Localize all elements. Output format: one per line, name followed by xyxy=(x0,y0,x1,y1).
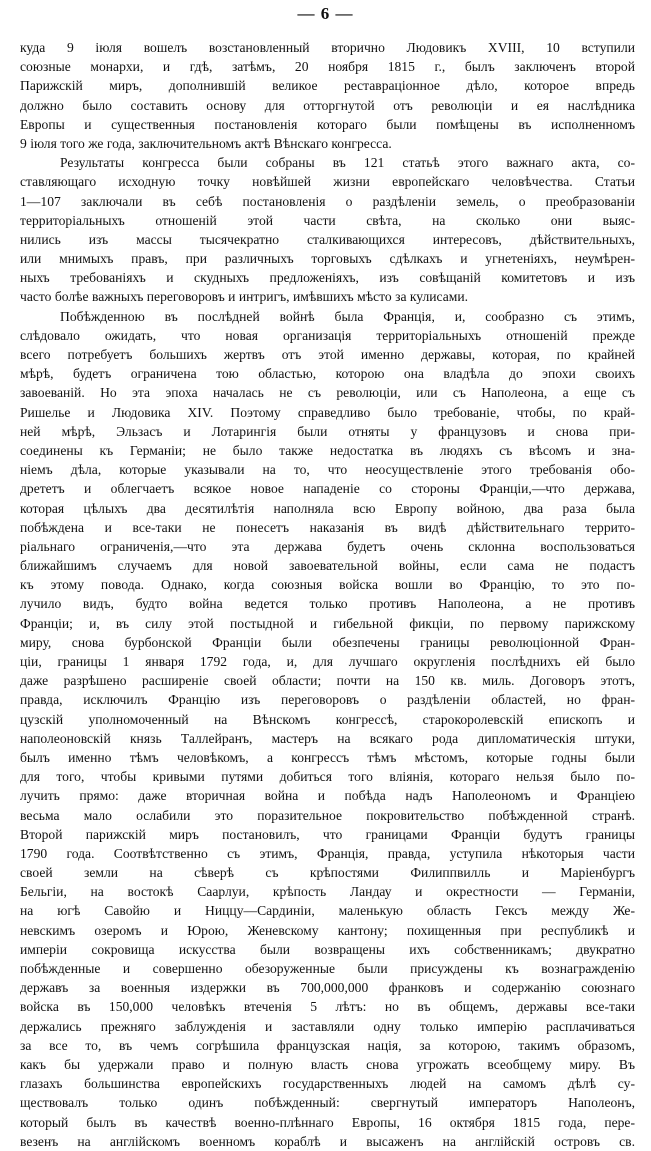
text-line: Франціи; и, въ силу этой постыдной и гибельной фикціи, по первому парижскому xyxy=(20,615,635,631)
text-line: ріальнаго ограниченія,—что эта держава будетъ очень склонна воспользоваться xyxy=(20,538,635,554)
text-line: везенъ на англійскомъ военномъ кораблѣ и высаженъ на англійскій островъ св. xyxy=(20,1133,635,1149)
text-line: мѣрѣ, будетъ ограничена тою областью, которою она владѣла до эпохи своихъ xyxy=(20,366,635,382)
body-text xyxy=(20,38,635,1151)
text-line: который былъ въ качествѣ военно-плѣннаго Европы, 16 октября 1815 года, перe- xyxy=(20,1114,635,1130)
text-line: всего потребуетъ большихъ жертвъ отъ этой именно державы, которая, по крайней xyxy=(20,347,635,362)
text-line: или мнимыхъ правъ, при различныхъ торговыхъ сдѣлкахъ и угнетеніяхъ, неумѣрен- xyxy=(20,251,635,267)
text-line: слѣдовало ожидать, что новая организація территоріальныхъ отношеній прежде xyxy=(20,327,635,343)
text-line: ставляющаго исходную точку новѣйшей жизни европейскаго человѣчества. Статьи xyxy=(20,174,635,190)
text-line: 9 іюля того же года, заключительномъ актѣ Вѣнскаго конгресса. xyxy=(20,135,392,151)
text-line: для того, чтобы кривыми путями добиться того вліянія, котораго нельзя было по- xyxy=(20,769,635,785)
text-line: Побѣжденною въ послѣдней войнѣ была Франція, и, сообразно съ этимъ, xyxy=(60,308,635,324)
text-line: Парижскій миръ, дополнившій великое реставраціонное дѣло, которое впредь xyxy=(20,78,635,94)
text-line: Результаты конгресса были собраны въ 121 статьѣ этого важнаго акта, со- xyxy=(60,155,635,171)
text-line: невскимъ озеромъ и Юрою, Женевскому кантону; похищенныя при республикѣ и xyxy=(20,922,635,938)
text-line: миру, снова бурбонской Франціи были обезпечены границы революціонной Фран- xyxy=(20,634,635,650)
text-line: соединены къ Германіи; не было также недостатка въ людяхъ съ вѣсомъ и зна- xyxy=(20,442,635,458)
text-line: 1—107 заключали въ себѣ постановленія о раздѣленіи земель, о преобразованіи xyxy=(20,193,635,209)
text-line: за все то, въ чемъ согрѣшила французская нація, за которою, такимъ образомъ, xyxy=(20,1037,635,1053)
text-line: своей земли на сѣверѣ съ крѣпостями Филиппвилль и Маріенбургъ xyxy=(20,865,635,881)
text-line: имперіи сокровища искусства были возвращены ихъ собственникамъ; двукратно xyxy=(20,941,635,957)
text-line: 1790 года. Соотвѣтственно съ этимъ, Франція, правда, уступила нѣкоторыя части xyxy=(20,845,635,861)
text-line: Ришелье и Людовика XIV. Поэтому справедливо было требованіе, чтобы, по край- xyxy=(20,404,635,420)
text-line: ществовалъ только одинъ побѣжденный: свергнутый императоръ Наполеонъ, xyxy=(20,1095,635,1111)
text-line: куда 9 іюля вошелъ возстановленный вторично Людовикъ XVIII, 10 вступили xyxy=(20,40,635,55)
text-line: завоеваній. Но эта эпоха началась не съ революціи, или съ Наполеона, а еще съ xyxy=(20,385,635,401)
text-line: глазахъ большинства европейскихъ государственныхъ людей на самомъ дѣлѣ су- xyxy=(20,1076,635,1092)
text-line: держались прежняго заблужденія и заставляли одну только имперію расплачиваться xyxy=(20,1018,635,1034)
text-line: цузскій уполномоченный на Вѣнскомъ конгрессѣ, старокоролевскій епископъ и xyxy=(20,711,635,727)
text-line: Бельгіи, на востокѣ Саарлуи, крѣпость Ландау и окрестности — Германіи, xyxy=(20,884,635,900)
text-line: наполеоновскій князь Таллейранъ, мастеръ на всякаго рода дипломатическія штуки, xyxy=(20,730,635,746)
text-line: весьма мало ослабили это поразительное покровительство побѣжденной странѣ. xyxy=(20,807,635,823)
page-number: — 6 — xyxy=(297,4,354,23)
text-line: нились изъ массы тысячекратно сталкивающихся интересовъ, дѣйствительныхъ, xyxy=(20,231,635,247)
text-line: Европы и существенныя постановленія котораго были помѣщены въ исполненномъ xyxy=(20,116,635,132)
text-line: которая цѣлыхъ два десятилѣтія наполняла всю Европу войною, два раза была xyxy=(20,500,635,516)
text-line: державъ за военныя издержки въ 700,000,000 франковъ и содержанію союзнаго xyxy=(20,980,635,996)
text-line: лучить прямо: даже вторичная война и побѣда надъ Наполеономъ и Франціею xyxy=(20,788,635,804)
text-line: должно было составить основу для отторгнутой отъ революціи и ея наслѣдника xyxy=(20,97,635,113)
text-line: лучило видъ, будто война ведется только противъ Наполеона, а не противъ xyxy=(20,596,635,612)
text-line: войска въ 150,000 человѣкъ втеченія 5 лѣтъ: но въ общемъ, державы все-таки xyxy=(20,999,635,1015)
text-line: союзные монархи, и гдѣ, затѣмъ, 20 ноября 1815 г., былъ заключенъ второй xyxy=(20,59,635,75)
text-line: правда, исключилъ Францію изъ переговоровъ о раздѣленіи областей, но фран- xyxy=(20,692,635,708)
text-line: на югѣ Савойю и Ниццу—Сардиніи, маленькую область Гексъ между Же- xyxy=(20,903,635,919)
text-line: часто болѣе важныхъ переговоровъ и интригъ, имѣвшихъ мѣсто за кулисами. xyxy=(20,289,469,305)
text-line: дрететъ и облегчаетъ всякое новое нападеніе со стороны Франціи,—что держава, xyxy=(20,481,635,497)
text-line: какъ бы удержали право и полную власть снова угрожать всеобщему миру. Въ xyxy=(20,1056,635,1072)
text-line: побѣждена и все-таки не понесетъ наказанія въ видѣ дѣйствительнаго террито- xyxy=(20,519,635,535)
text-line: былъ именно тѣмъ человѣкомъ, а конгрессъ тѣмъ мѣстомъ, которые годны были xyxy=(20,749,635,765)
text-line: ней мѣрѣ, Эльзасъ и Лотарингія были отняты у французовъ и снова при- xyxy=(20,423,635,439)
text-line: ныхъ требованіяхъ и скудныхъ предложеніяхъ, изъ совѣщаній комитетовъ и изъ xyxy=(20,270,635,286)
text-line: ціи, границы 1 января 1792 года, и, для лучшаго округленія послѣднихъ ей было xyxy=(20,654,635,669)
text-line: Второй парижскій миръ постановилъ, что границами Франціи будутъ границы xyxy=(20,826,635,842)
text-line: побѣжденные и совершенно обезоруженные были присуждены къ вознагражденію xyxy=(20,961,635,976)
text-line: даже разрѣшено расширеніе своей области; почти на 150 кв. миль. Договоръ этотъ, xyxy=(20,673,635,689)
text-line: ближайшимъ случаемъ для новой завоевательной войны, если сама не подастъ xyxy=(20,558,635,574)
text-line: ніемъ дѣла, которые указывали на то, что неосуществленіе этого требованія обо- xyxy=(20,462,635,478)
text-line: территоріальныхъ отношеній этой части свѣта, на сколько они выяс- xyxy=(20,212,635,228)
text-line: къ этому повода. Однако, когда союзныя войска вошли во Францію, то это по- xyxy=(20,577,635,593)
